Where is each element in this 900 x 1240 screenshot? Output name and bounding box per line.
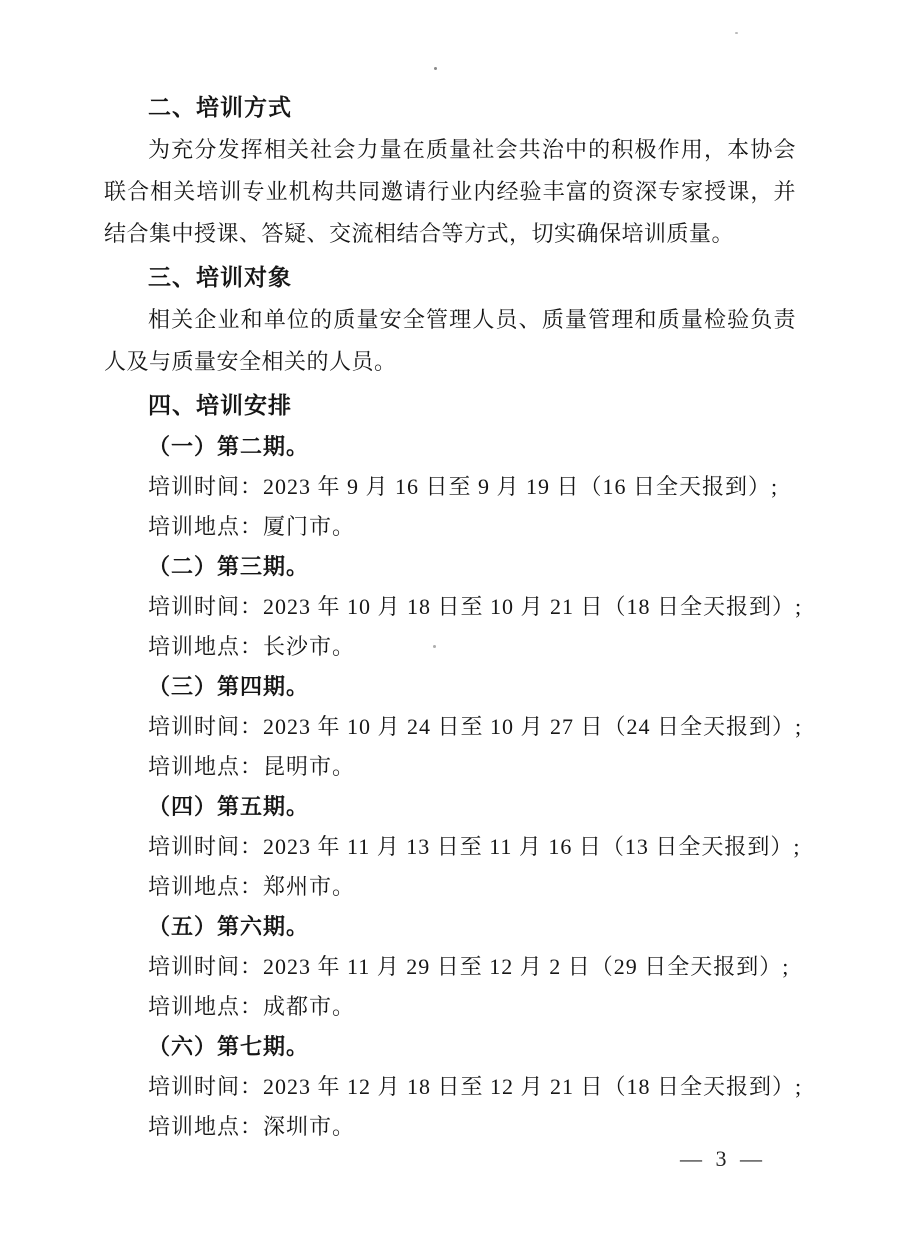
paragraph-line: 人及与质量安全相关的人员。 xyxy=(104,349,397,374)
training-location-value: 成都市。 xyxy=(263,994,356,1019)
training-time-value: 2023 年 10 月 24 日至 10 月 27 日（24 日全天报到）; xyxy=(263,714,803,739)
schedule-item-2 xyxy=(104,547,803,667)
training-location-label: 培训地点： xyxy=(148,874,264,899)
training-time-value: 2023 年 11 月 13 日至 11 月 16 日（13 日全天报到）; xyxy=(263,834,801,859)
training-location-value: 厦门市。 xyxy=(263,514,356,539)
training-location-value: 深圳市。 xyxy=(263,1114,356,1139)
training-time-label: 培训时间： xyxy=(148,594,264,619)
training-time-value: 2023 年 10 月 18 日至 10 月 21 日（18 日全天报到）; xyxy=(263,594,803,619)
training-location-label: 培训地点： xyxy=(148,994,264,1019)
training-time-line xyxy=(148,587,803,627)
training-location-label: 培训地点： xyxy=(148,514,264,539)
paragraph-line: 联合相关培训专业机构共同邀请行业内经验丰富的资深专家授课，并 xyxy=(104,179,796,204)
training-time-label: 培训时间： xyxy=(148,834,264,859)
training-time-line xyxy=(148,1067,803,1107)
schedule-item-label: （三）第四期。 xyxy=(148,674,310,699)
training-location-line xyxy=(148,747,796,787)
training-time-value: 2023 年 12 月 18 日至 12 月 21 日（18 日全天报到）; xyxy=(263,1074,803,1099)
training-time-line xyxy=(148,707,803,747)
schedule-item-label: （四）第五期。 xyxy=(148,794,310,819)
training-location-line xyxy=(148,1107,796,1147)
schedule-item-1 xyxy=(104,427,796,547)
page-number: — 3 — xyxy=(680,1146,766,1171)
training-time-value: 2023 年 9 月 16 日至 9 月 19 日（16 日全天报到）; xyxy=(263,474,779,499)
section-heading-training-method: 二、培训方式 xyxy=(148,94,292,120)
training-location-line xyxy=(148,987,796,1027)
training-location-label: 培训地点： xyxy=(148,1114,264,1139)
training-time-line xyxy=(148,467,796,507)
scan-speckle xyxy=(433,645,436,648)
training-time-label: 培训时间： xyxy=(148,954,264,979)
section-heading-training-schedule: 四、培训安排 xyxy=(148,392,292,418)
training-location-label: 培训地点： xyxy=(148,754,264,779)
training-time-line xyxy=(148,947,796,987)
training-location-line xyxy=(148,867,796,907)
schedule-item-label: （五）第六期。 xyxy=(148,914,310,939)
schedule-item-label: （一）第二期。 xyxy=(148,434,310,459)
schedule-item-label: （二）第三期。 xyxy=(148,554,310,579)
training-time-line xyxy=(148,827,801,867)
paragraph-line: 相关企业和单位的质量安全管理人员、质量管理和质量检验负责 xyxy=(148,307,796,332)
scan-speckle xyxy=(434,67,437,70)
scan-speckle xyxy=(735,32,738,34)
section-heading-training-target: 三、培训对象 xyxy=(148,264,292,290)
paragraph-line: 结合集中授课、答疑、交流相结合等方式，切实确保培训质量。 xyxy=(104,221,735,246)
training-location-label: 培训地点： xyxy=(148,634,264,659)
training-location-value: 昆明市。 xyxy=(263,754,356,779)
training-time-label: 培训时间： xyxy=(148,714,264,739)
training-location-line xyxy=(148,507,796,547)
paragraph-line: 为充分发挥相关社会力量在质量社会共治中的积极作用，本协会 xyxy=(148,137,796,162)
training-location-value: 郑州市。 xyxy=(263,874,356,899)
training-location-value: 长沙市。 xyxy=(263,634,356,659)
schedule-item-3 xyxy=(104,667,803,787)
schedule-item-label: （六）第七期。 xyxy=(148,1034,310,1059)
training-location-line xyxy=(148,627,796,667)
training-time-value: 2023 年 11 月 29 日至 12 月 2 日（29 日全天报到）; xyxy=(263,954,790,979)
training-time-label: 培训时间： xyxy=(148,474,264,499)
training-time-label: 培训时间： xyxy=(148,1074,264,1099)
schedule-item-6 xyxy=(104,1027,803,1147)
schedule-item-4 xyxy=(104,787,801,907)
schedule-item-5 xyxy=(104,907,796,1027)
